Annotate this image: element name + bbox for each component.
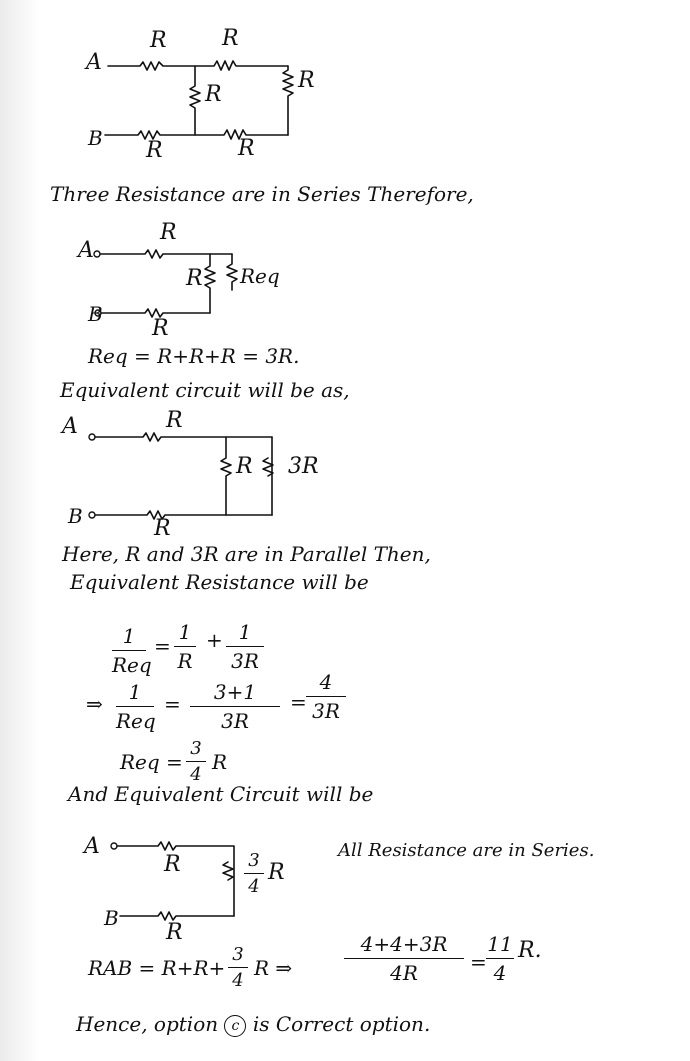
eq2-rhs-den: 3R xyxy=(312,699,340,723)
rab-frac-den: 4 xyxy=(232,970,244,991)
rab-big-den: 4R xyxy=(390,961,418,985)
eq1-t1-num: 1 xyxy=(178,620,192,644)
c4-r-mid-r: R xyxy=(268,860,285,885)
rab-res-den: 4 xyxy=(493,961,507,985)
eq2-rhs-num: 4 xyxy=(319,670,333,694)
text-parallel: Here, R and 3R are in Parallel Then, xyxy=(62,542,431,566)
eq1-lhs-den: Req xyxy=(112,653,152,677)
eq3-num: 3 xyxy=(190,738,202,759)
c2-node-b: B xyxy=(88,302,103,326)
eq1-equals: = xyxy=(154,634,171,658)
eq3-r: R xyxy=(212,750,228,774)
c1-r-right: R xyxy=(298,68,315,93)
conclusion-after: is Correct option. xyxy=(252,1012,431,1036)
rab-result-r: R. xyxy=(518,938,542,963)
eq1-plus: + xyxy=(206,628,223,652)
eq2-lhs-num: 1 xyxy=(128,680,142,704)
eq2-mid-num: 3+1 xyxy=(213,680,257,704)
c3-node-b: B xyxy=(68,504,83,528)
c1-node-b: B xyxy=(88,126,103,150)
c3-r-top: R xyxy=(166,408,183,433)
c2-r-bottom: R xyxy=(152,316,169,341)
text-series-statement: Three Resistance are in Series Therefore, xyxy=(50,182,474,206)
c1-r-top-left: R xyxy=(150,28,167,53)
c1-r-top-right: R xyxy=(222,26,239,51)
c4-node-b: B xyxy=(104,906,119,930)
c4-r-top: R xyxy=(164,852,181,877)
rab-big-frac xyxy=(344,932,464,985)
c4-r-mid-frac xyxy=(244,850,264,897)
text-all-series: All Resistance are in Series. xyxy=(338,840,595,861)
rab-res-num: 11 xyxy=(487,932,513,956)
rab-big-bar xyxy=(344,958,464,959)
rab-after: R ⇒ xyxy=(254,956,293,980)
rab-res-bar xyxy=(486,958,514,959)
rab-equals: = xyxy=(470,950,487,974)
c4-r-bottom: R xyxy=(166,920,183,945)
text-equivalent-resistance: Equivalent Resistance will be xyxy=(70,570,369,594)
eq2-equals-1: = xyxy=(164,692,181,716)
rab-lhs: RAB = R+R+ xyxy=(88,956,226,980)
text-and-equivalent: And Equivalent Circuit will be xyxy=(68,782,374,806)
rab-result-frac xyxy=(486,932,514,985)
c2-r-top: R xyxy=(160,220,177,245)
c3-r-mid: R xyxy=(236,454,253,479)
c1-node-a: A xyxy=(86,50,102,75)
c4-node-a: A xyxy=(84,834,100,859)
text-equivalent-circuit: Equivalent circuit will be as, xyxy=(60,378,350,402)
rab-frac-bar xyxy=(228,967,248,968)
c3-node-a: A xyxy=(62,414,78,439)
c3-r-bottom: R xyxy=(154,516,171,541)
eq1-t1-den: R xyxy=(177,649,193,673)
c2-node-a: A xyxy=(78,238,94,263)
c4-r-mid-bar xyxy=(244,873,264,874)
c3-r-3r: 3R xyxy=(288,454,319,479)
eq1-lhs-num: 1 xyxy=(122,624,136,648)
rab-frac-num: 3 xyxy=(232,944,244,965)
eq1-t2-num: 1 xyxy=(238,620,252,644)
eq1-t2-den: 3R xyxy=(231,649,259,673)
text-req-series: Req = R+R+R = 3R. xyxy=(88,344,300,368)
conclusion-before: Hence, option xyxy=(76,1012,219,1036)
c2-r-mid: R xyxy=(186,266,203,291)
c1-r-bottom-left: R xyxy=(146,138,163,163)
eq2-mid-den: 3R xyxy=(221,709,249,733)
option-c-circled: c xyxy=(224,1015,246,1037)
eq3-lhs: Req = xyxy=(120,750,183,774)
c4-r-mid-den: 4 xyxy=(248,876,260,897)
eq2-equals-2: = xyxy=(290,690,307,714)
eq3-den: 4 xyxy=(190,764,202,785)
rab-frac xyxy=(228,944,248,991)
rab-big-num: 4+4+3R xyxy=(360,932,448,956)
c4-r-mid-num: 3 xyxy=(248,850,260,871)
eq2-implies: ⇒ xyxy=(86,692,103,716)
c1-r-bottom-right: R xyxy=(238,136,255,161)
c1-r-mid: R xyxy=(205,82,222,107)
c2-r-eq: Req xyxy=(240,264,280,288)
eq2-lhs-den: Req xyxy=(116,709,156,733)
conclusion-line xyxy=(76,1014,430,1037)
